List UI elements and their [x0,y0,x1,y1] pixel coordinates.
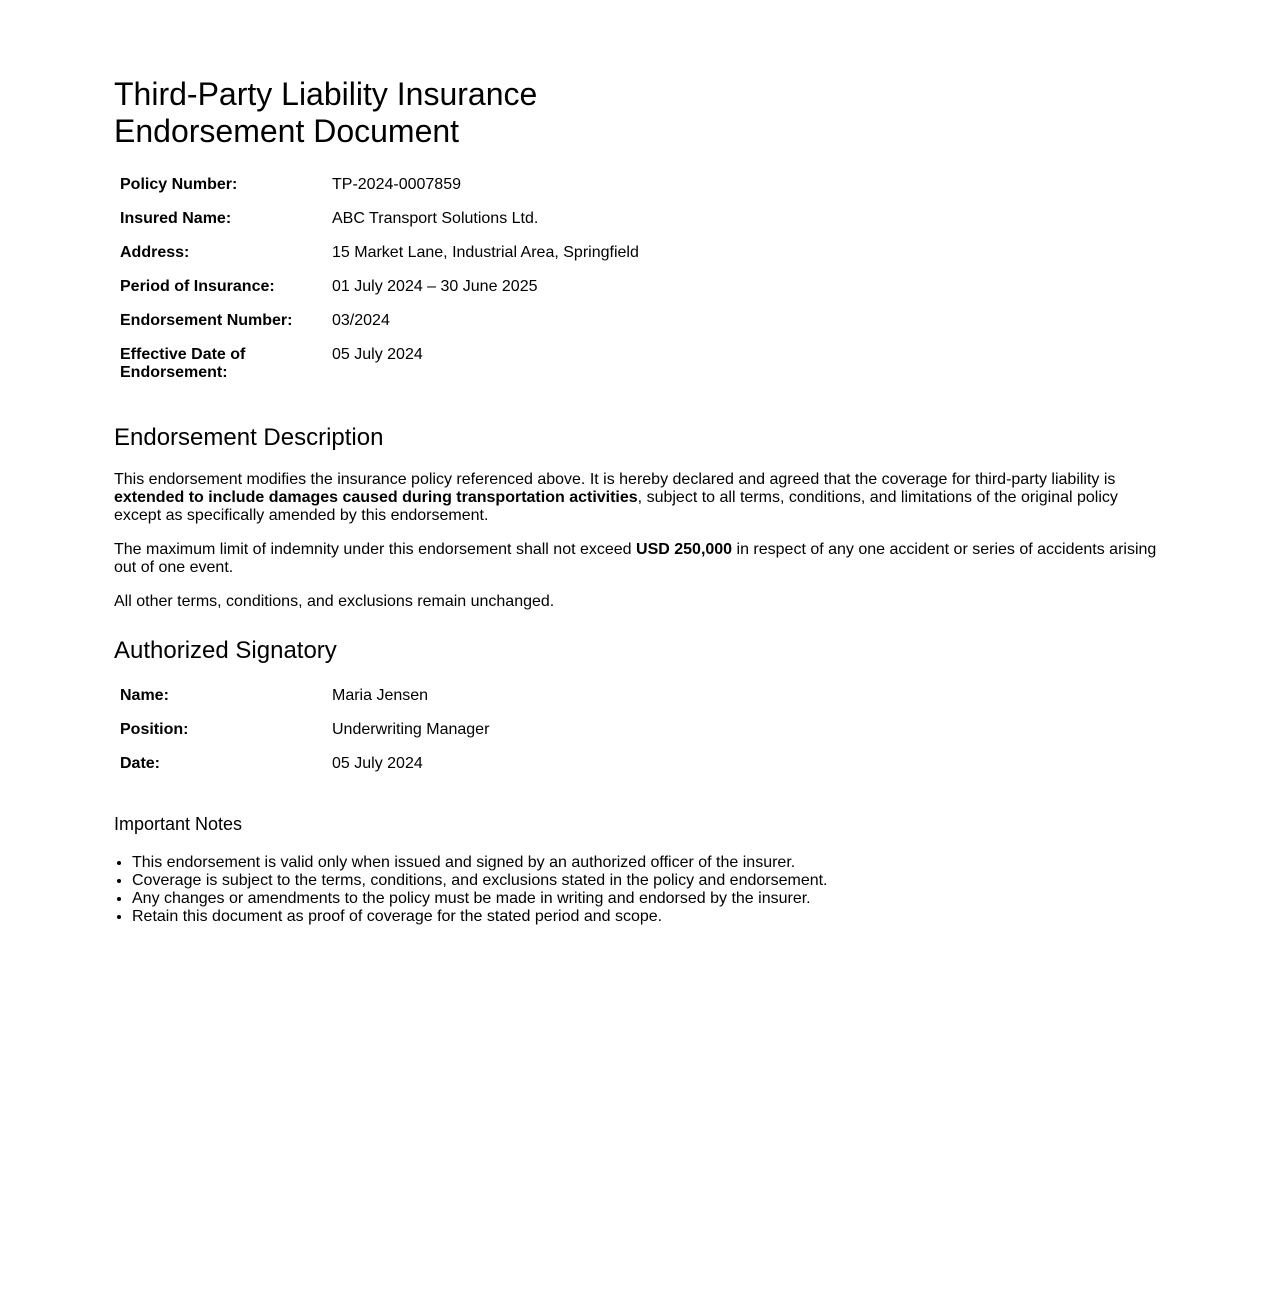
description-p1-emphasis: extended to include damages caused during transportation activities [114,489,638,506]
policy-detail-row [114,346,639,382]
title-line-1: Third-Party Liability Insurance [114,76,538,112]
important-notes-list [114,854,1164,926]
signatory-name-value: Maria Jensen [332,687,429,704]
note-item: • This endorsement is valid only when issued and signed by an authorized officer of the insurer. [132,854,1164,872]
policy-number-value: TP-2024-0007859 [332,176,461,193]
description-p2-text: The maximum limit of indemnity under this endorsement shall not exceed [114,541,637,558]
policy-detail-row [114,176,639,210]
signatory-row [114,721,489,755]
description-p1-text: This endorsement modifies the insurance policy referenced above. It is hereby declared and agreed that the coverage for third-party liability is [114,471,1116,488]
period-of-insurance-label: Period of Insurance: [120,278,275,295]
description-paragraph-3: All other terms, conditions, and exclusions remain unchanged. [114,593,555,610]
authorized-signatory-section [114,637,1164,773]
policy-number-label: Policy Number: [120,176,238,193]
indemnity-limit-amount: USD 250,000 [636,541,733,558]
signatory-date-value: 05 July 2024 [332,755,423,772]
policy-detail-row [114,210,639,244]
address-label: Address: [120,244,190,261]
endorsement-number-label: Endorsement Number: [120,312,293,329]
period-of-insurance-value: 01 July 2024 – 30 June 2025 [332,278,538,295]
address-value: 15 Market Lane, Industrial Area, Springfield [332,244,639,261]
signatory-position-value: Underwriting Manager [332,721,490,738]
signatory-name-label: Name: [120,687,169,704]
insured-name-label: Insured Name: [120,210,232,227]
description-paragraph-1 [114,471,1164,525]
title-line-2: Endorsement Document [114,113,460,149]
policy-details-table [114,176,639,382]
signatory-table [114,687,489,773]
note-item: • Retain this document as proof of coverage for the stated period and scope. [132,908,1164,926]
policy-detail-row [114,244,639,278]
endorsement-description-section [114,424,1164,611]
policy-detail-row [114,278,639,312]
description-p1-text-end: , subject to all terms, conditions, and limitations of the original policy except as specifically amended by this endorsement. [114,489,1118,524]
policy-detail-row [114,312,639,346]
insured-name-value: ABC Transport Solutions Ltd. [332,210,539,227]
important-notes-section [114,814,1164,926]
note-item: • Coverage is subject to the terms, conditions, and exclusions stated in the policy and endorsement. [132,872,1164,890]
effective-date-label: Effective Date of Endorsement: [120,346,246,381]
endorsement-number-value: 03/2024 [332,312,390,329]
note-item: • Any changes or amendments to the policy must be made in writing and endorsed by the insurer. [132,890,1164,908]
description-paragraph-2 [114,541,1164,577]
authorized-signatory-heading: Authorized Signatory [114,637,337,664]
important-notes-heading: Important Notes [114,814,243,834]
description-p2-text-end: in respect of any one accident or series of accidents arising out of one event. [114,541,1157,576]
signatory-date-label: Date: [120,755,161,772]
effective-date-value: 05 July 2024 [332,346,423,363]
signatory-row [114,687,489,721]
signatory-row [114,755,489,773]
document-title [114,76,1164,150]
signatory-position-label: Position: [120,721,189,738]
endorsement-description-heading: Endorsement Description [114,424,384,451]
